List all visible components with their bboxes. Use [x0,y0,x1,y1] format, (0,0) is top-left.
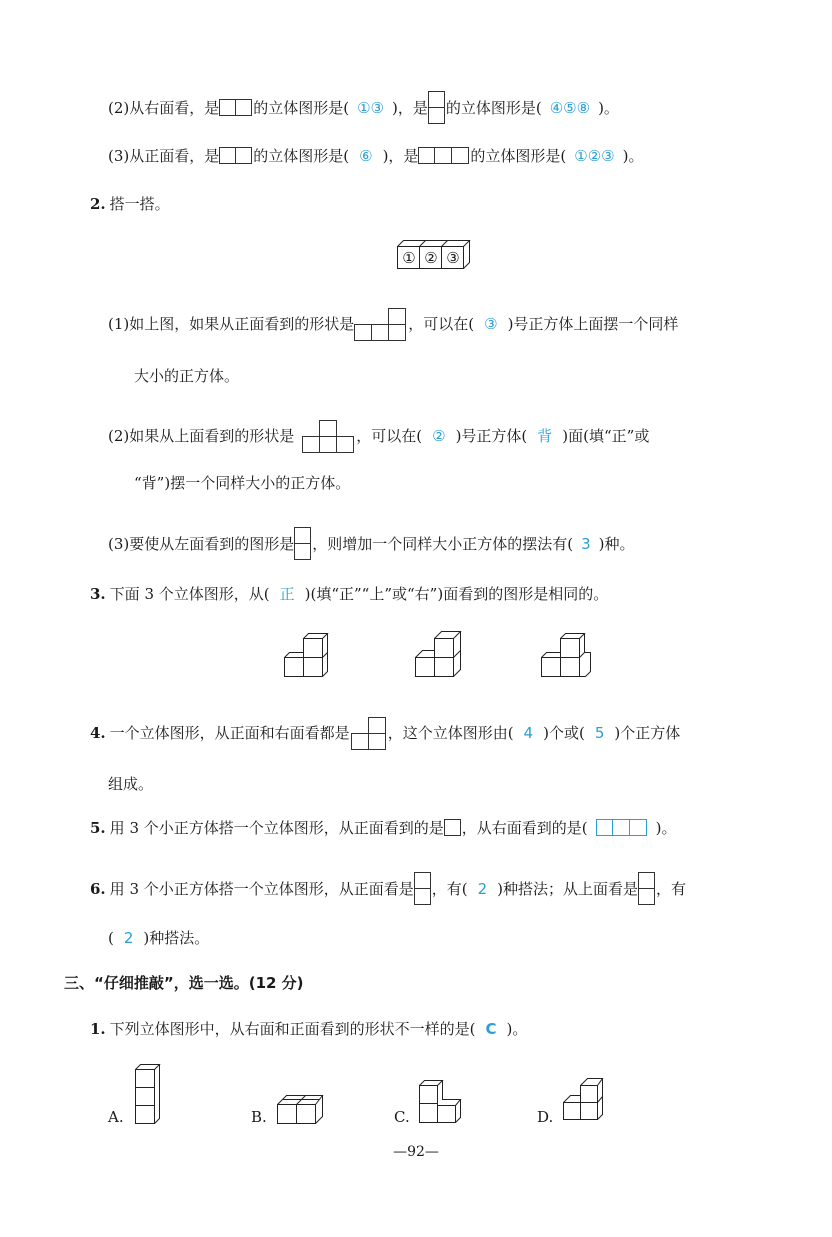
q4-answer-2: 5 [594,724,605,742]
q4-line [90,715,680,751]
q3-figure-1 [283,633,333,683]
cube-stack-icon [540,633,592,679]
q3-number: 3. [90,585,106,603]
q2-2-continuation: “背”)摆一个同样大小的正方体。 [134,474,351,492]
section-3-title-text: 三、“仔细推敲”，选一选。(12 分) [64,974,304,992]
s3q1-prefix: 下列立体图形中，从右面和正面看到的形状不一样的是( [109,1020,476,1038]
q1-3-answer-1: ⑥ [359,147,373,165]
cube-label-1: ① [402,249,416,267]
s3q1-answer: C [485,1020,497,1038]
q1-2-mid1: 的立体图形是( [253,99,350,117]
q2-2-cont [134,472,350,494]
q1-3-mid3: 的立体图形是( [470,147,567,165]
q1-3-mid2: )，是 [382,147,419,165]
option-c-figure [418,1080,462,1130]
option-b-figure [276,1094,324,1130]
two-squares-horizontal-icon [219,146,253,166]
q6-mid1: ，有( [431,880,468,898]
q2-1-answer: ③ [484,315,498,333]
option-c-label: C. [394,1108,410,1126]
two-squares-horizontal-icon [219,98,253,118]
s3q1-line [90,1018,527,1040]
q2-1-mid: ，可以在( [408,315,475,333]
q6-answer-2: 2 [123,929,134,947]
q2-3-answer: 3 [581,535,591,553]
q2-2-end: )面(填“正”或 [562,427,650,445]
q2-3-end: )种。 [598,535,635,553]
q6-number: 6. [90,880,106,898]
q2-2-mid: ，可以在( [356,427,423,445]
q1-2-mid2: )，是 [392,99,428,117]
cube-label-3: ③ [446,249,460,267]
q1-2-prefix: (2)从右面看，是 [108,99,220,117]
option-b-label: B. [251,1108,267,1126]
q1-3-answer-2: ①②③ [574,147,615,165]
q1-2-end: )。 [598,99,619,117]
q2-2-prefix: (2)如果从上面看到的形状是 [108,427,295,445]
q2-2-line [108,418,649,454]
q1-3-line [108,145,643,167]
q1-2-answer-2: ④⑤⑧ [549,99,591,117]
q2-1-cont [134,365,239,387]
q2-1-continuation: 大小的正方体。 [134,367,240,385]
q4-answer-1: 4 [523,724,534,742]
q1-2-answer-1: ①③ [357,99,385,117]
q2-3-mid: ，则增加一个同样大小正方体的摆法有( [312,535,574,553]
two-squares-vertical-icon [294,527,312,561]
q6-line [90,872,686,906]
q3-line [90,583,608,605]
q1-2-line [108,91,619,125]
corner-cube-stack-icon [562,1078,604,1124]
q2-title: 搭一搭。 [109,195,170,213]
q4-end: )个正方体 [614,724,681,742]
q4-continuation: 组成。 [108,775,154,793]
q2-1-line [108,306,678,342]
cube-stack-icon [283,633,333,679]
q2-heading [90,193,170,215]
stepped-cube-icon [418,1080,462,1126]
q1-3-mid1: 的立体图形是( [253,147,350,165]
option-d-label: D. [537,1108,554,1126]
flat-cube-block-icon [276,1094,324,1126]
q1-3-end: )。 [622,147,644,165]
q2-1-prefix: (1)如上图，如果从正面看到的形状是 [108,315,355,333]
q2-3-line [108,527,635,561]
q6-answer-1: 2 [477,880,488,898]
single-square-icon [444,819,462,837]
q4-cont [108,773,153,795]
s3q1-number: 1. [90,1020,106,1038]
front-view-shape-icon [354,306,408,342]
page-number: —92— [393,1144,439,1160]
option-d-figure [562,1078,604,1128]
two-squares-vertical-icon [638,872,656,906]
cube-stack-icon [414,631,464,679]
q5-end: )。 [655,819,677,837]
q6-cont-open: ( [108,929,114,947]
q6-mid2: )种搭法；从上面看是 [497,880,639,898]
option-a-figure [134,1064,162,1130]
three-squares-horizontal-icon [418,146,470,166]
q4-mid1: ，这个立体图形由( [387,724,514,742]
q1-2-mid3: 的立体图形是( [445,99,542,117]
q3-figure-3 [540,633,592,683]
q3-answer: 正 [279,585,295,603]
q6-end1: ，有 [656,880,687,898]
cube-label-2: ② [424,249,438,267]
q1-3-prefix: (3)从正面看，是 [108,147,220,165]
q5-line [90,817,676,839]
q5-prefix: 用 3 个小正方体搭一个立体图形，从正面看到的是 [109,819,444,837]
two-squares-vertical-icon [414,872,432,906]
answer-three-squares-icon [596,819,648,837]
section-3-title [64,972,304,994]
l-shape-view-icon [350,715,388,751]
q3-prefix: 下面 3 个立体图形，从( [109,585,270,603]
s3q1-end: )。 [506,1020,528,1038]
q2-number: 2. [90,195,106,213]
q6-cont [108,927,209,949]
q6-cont-end: )种搭法。 [143,929,210,947]
two-squares-vertical-icon [428,91,446,125]
top-view-shape-icon [302,418,356,454]
q2-2-answer-1: ② [432,427,446,445]
q3-end: )(填“正”“上”或“右”)面看到的图形是相同的。 [304,585,609,603]
q4-number: 4. [90,724,106,742]
vertical-three-cube-icon [134,1064,162,1126]
q6-prefix: 用 3 个小正方体搭一个立体图形，从正面看是 [109,880,414,898]
q4-prefix: 一个立体图形，从正面和右面看都是 [109,724,350,742]
q2-2-mid2: )号正方体( [455,427,528,445]
q5-number: 5. [90,819,106,837]
q2-2-answer-2: 背 [537,427,553,445]
q2-1-end: )号正方体上面摆一个同样 [507,315,679,333]
q4-mid2: )个或( [543,724,585,742]
q2-3-prefix: (3)要使从左面看到的图形是 [108,535,295,553]
three-cube-row-figure [396,238,476,274]
q5-mid: ，从右面看到的是( [461,819,588,837]
q3-figure-2 [414,631,464,683]
option-a-label: A. [108,1108,124,1126]
